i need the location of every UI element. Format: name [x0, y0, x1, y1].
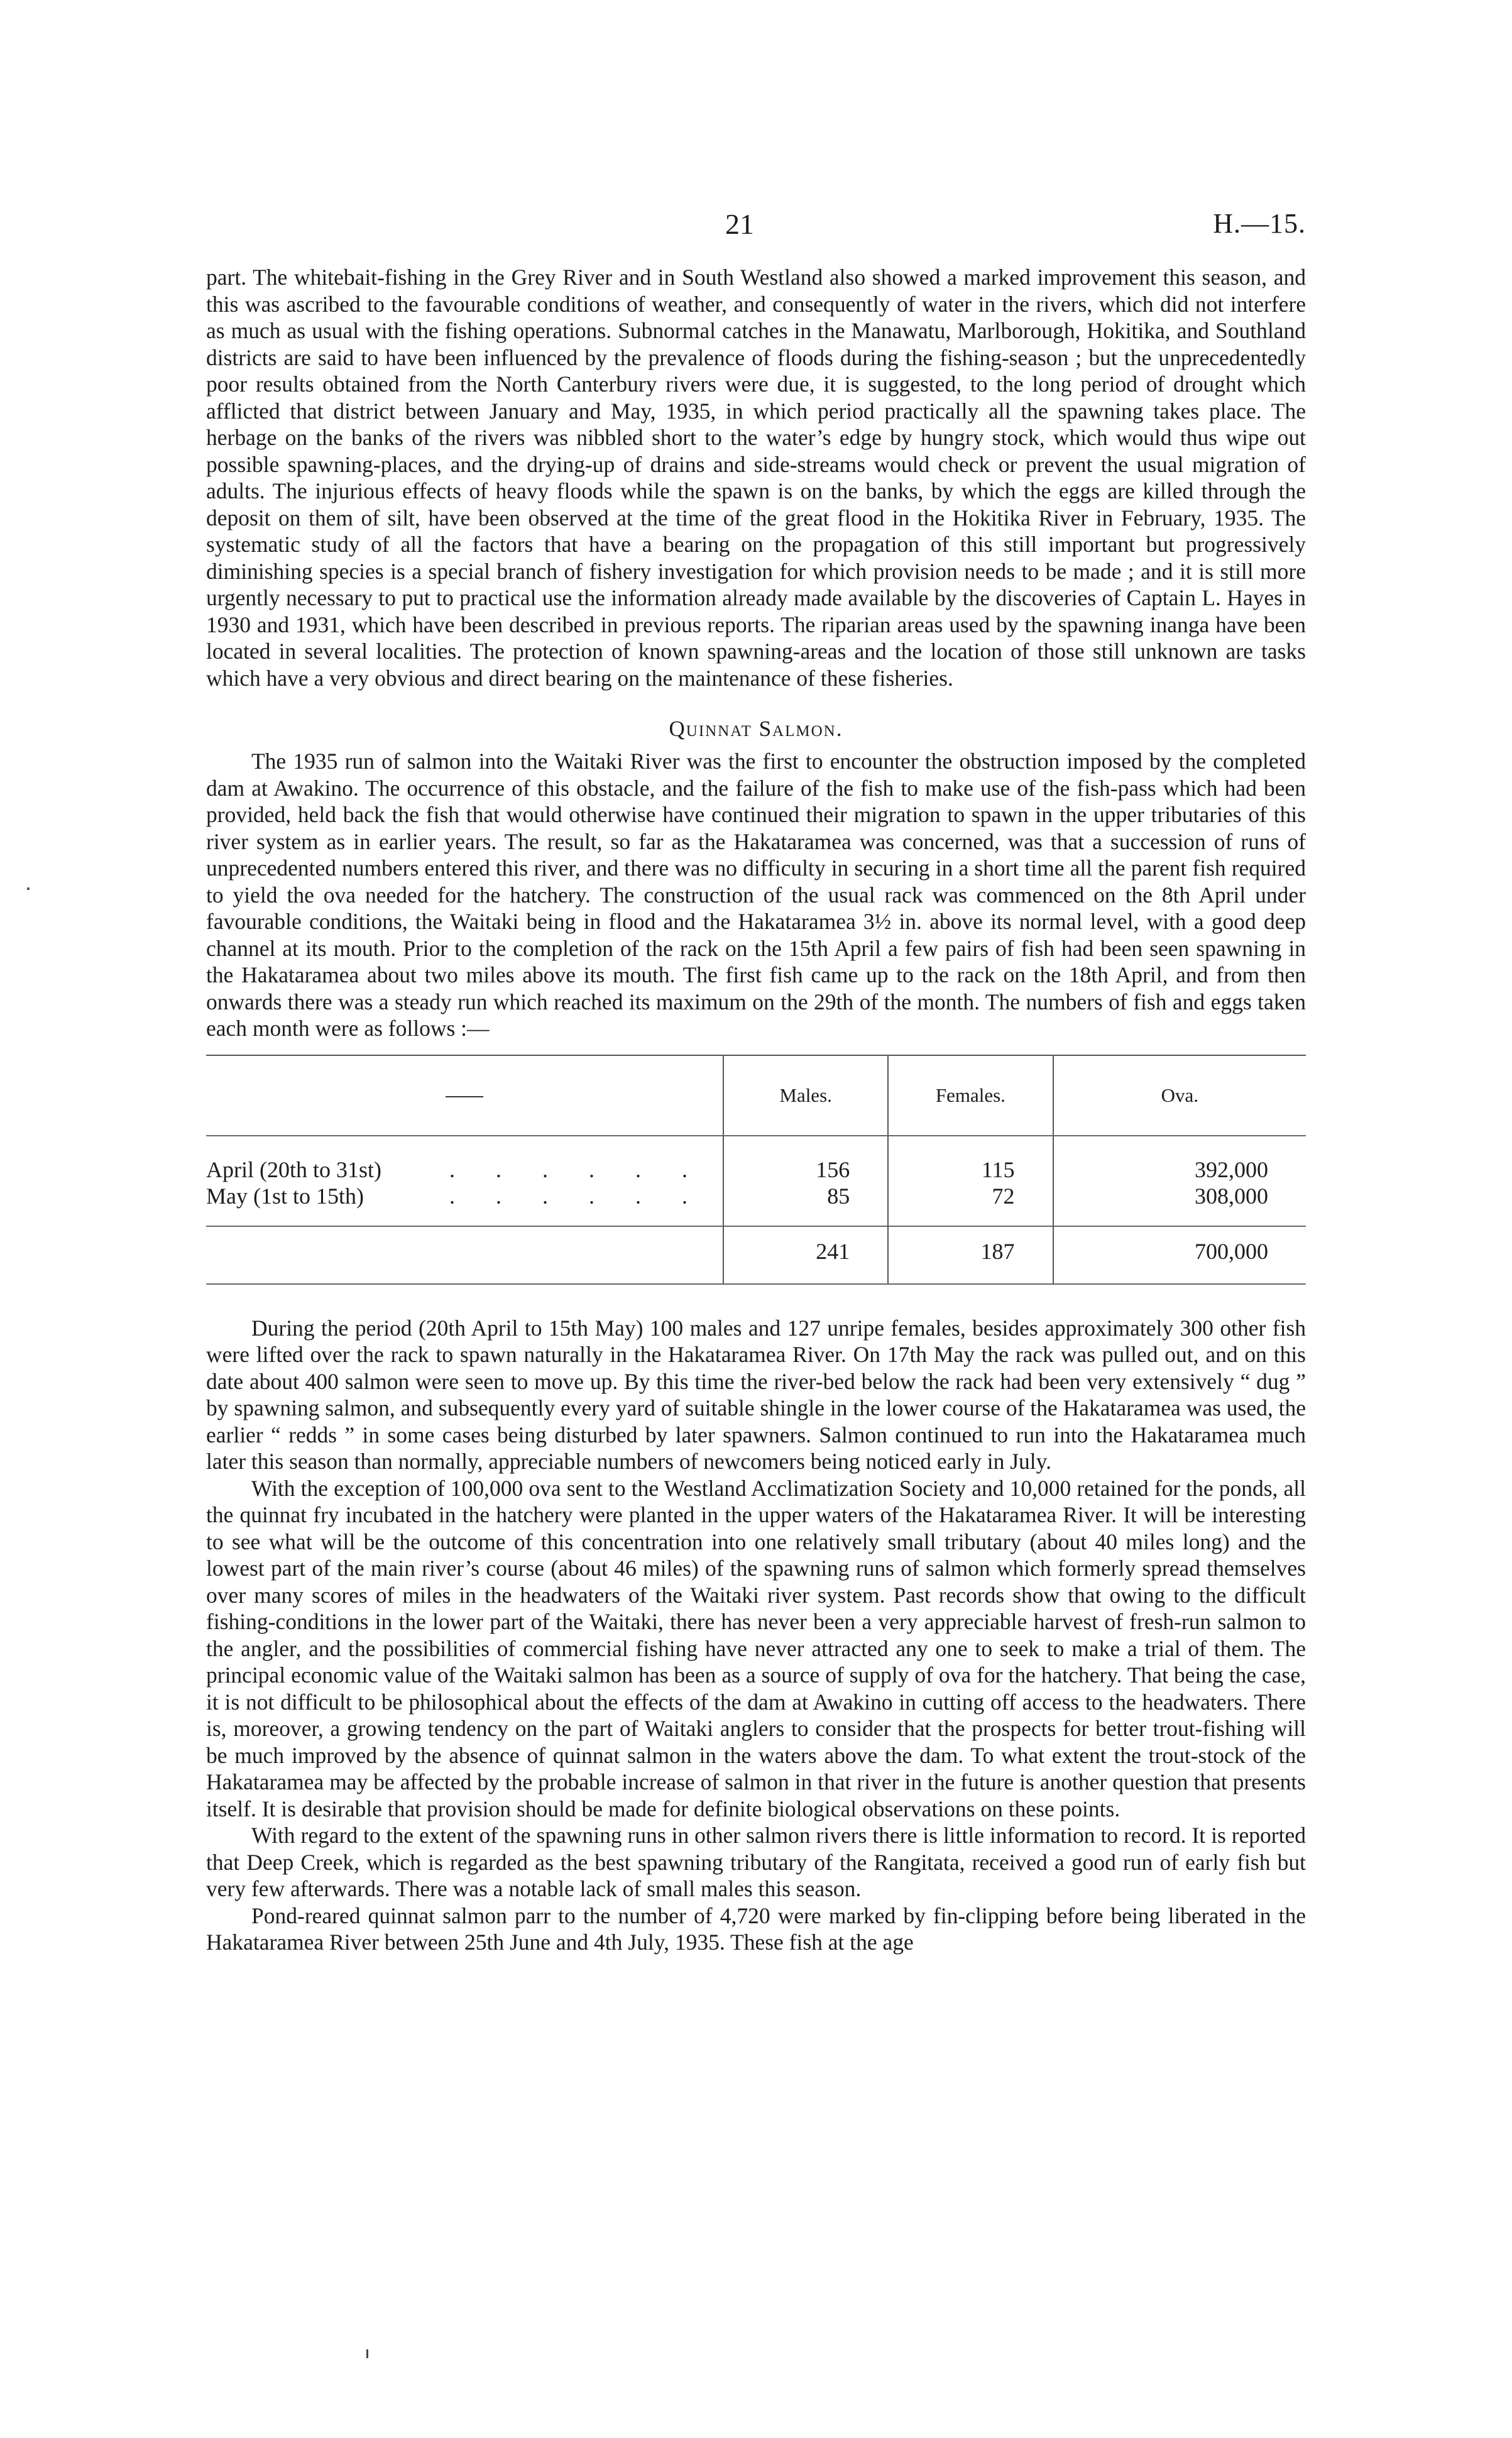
document-reference: H.—15.	[1213, 208, 1306, 239]
total-males: 241	[723, 1226, 888, 1284]
table-header-row	[206, 1055, 1306, 1136]
dot-leader: . . . . . .	[449, 1156, 705, 1182]
salmon-table-wrapper	[206, 1055, 1306, 1285]
paragraph-rack-period: During the period (20th April to 15th May) 100 males and 127 unripe females, besides approximately 300 other fish were lifted over the rack to spawn naturally in the Hakataramea River. On 17th May the rack was pulled out, and on this date about 400 salmon were seen to move up. By this time the river-bed below the rack had been very extensively “ dug ” by spawning salmon, and subsequently every yard of suitable shingle in the lower course of the Hakataramea was used, the earlier “ redds ” in some cases being disturbed by later spawners. Salmon continued to run into the Hakataramea much later this season than normally, appreciable numbers of newcomers being noticed early in July.	[206, 1315, 1306, 1474]
paragraph-marked-parr: Pond-reared quinnat salmon parr to the number of 4,720 were marked by fin-clipping before being liberated in the Hakataramea River between 25th June and 4th July, 1935. These fish at the age	[206, 1903, 1306, 1955]
table-total-row	[206, 1226, 1306, 1284]
females-cell: 72	[888, 1183, 1053, 1226]
salmon-counts-table	[206, 1055, 1306, 1285]
table-row	[206, 1183, 1306, 1226]
paragraph-ova-distribution: With the exception of 100,000 ova sent to the Westland Acclimatization Society and 10,000 retained for the ponds, all the quinnat fry incubated in the hatchery were planted in the upper waters of the Hakataramea River. It will be interesting to see what will be the outcome of this concentration into one relatively small tributary (about 40 miles long) and the lowest part of the main river’s course (about 46 miles) of the spawning runs of salmon which formerly spread themselves over many scores of miles in the headwaters of the Waitaki river system. Past records show that owing to the difficult fishing-conditions in the lower part of the Waitaki, there has never been a very appreciable harvest of fresh-run salmon to the angler, and the possibilities of commercial fishing have never attracted any one to seek to make a trial of them. The principal economic value of the Waitaki salmon has been as a source of supply of ova for the hatchery. That being the case, it is not difficult to be philosophical about the effects of the dam at Awakino in cutting off access to the headwaters. There is, moreover, a growing tendency on the part of Waitaki anglers to consider that the prospects for better trout-fishing will be much improved by the absence of quinnat salmon in the waters above the dam. To what extent the trout-stock of the Hakataramea may be affected by the probable increase of salmon in that river in the future is another question that presents itself. It is desirable that provision should be made for definite biological observations on these points.	[206, 1475, 1306, 1821]
row-label-cell	[206, 1183, 723, 1226]
row-label: May (1st to 15th)	[206, 1183, 364, 1209]
dot-leader: . . . . . .	[449, 1183, 705, 1209]
page-header	[206, 207, 1306, 264]
total-females: 187	[888, 1226, 1053, 1284]
females-cell: 115	[888, 1136, 1053, 1183]
total-ova: 700,000	[1053, 1226, 1306, 1284]
page-number: 21	[725, 208, 754, 240]
document-page	[206, 207, 1306, 1956]
header-blank	[206, 1055, 723, 1136]
ova-cell: 308,000	[1053, 1183, 1306, 1226]
header-ova: Ova.	[1053, 1055, 1306, 1136]
males-cell: 156	[723, 1136, 888, 1183]
ova-cell: 392,000	[1053, 1136, 1306, 1183]
header-females: Females.	[888, 1055, 1053, 1136]
scan-speck	[27, 887, 30, 890]
paragraph-salmon-intro: The 1935 run of salmon into the Waitaki River was the first to encounter the obstruction imposed by the completed dam at Awakino. The occurrence of this obstacle, and the failure of the fish to make use of the fish-pass which had been provided, held back the fish that would otherwise have continued their migration to spawn in the upper tributaries of this river system as in earlier years. The result, so far as the Hakataramea was concerned, was that a succession of runs of unprecedented numbers entered this river, and there was no difficulty in securing in a short time all the parent fish required to yield the ova needed for the hatchery. The construction of the usual rack was commenced on the 8th April under favourable conditions, the Waitaki being in flood and the Hakataramea 3½ in. above its normal level, with a good deep channel at its mouth. Prior to the completion of the rack on the 15th April a few pairs of fish had been seen spawning in the Hakataramea about two miles above its mouth. The first fish came up to the rack on the 18th April, and from then onwards there was a steady run which reached its maximum on the 29th of the month. The numbers of fish and eggs taken each month were as follows :—	[206, 749, 1306, 1041]
header-males: Males.	[723, 1055, 888, 1136]
row-label: April (20th to 31st)	[206, 1156, 381, 1182]
paragraph-whitebait: part. The whitebait-fishing in the Grey River and in South Westland also showed a marked improvement this season, and this was ascribed to the favourable conditions of weather, and consequently of water in the rivers, which did not interfere as much as usual with the fishing operations. Subnormal catches in the Manawatu, Marlborough, Hokitika, and Southland districts are said to have been influenced by the prevalence of floods during the fishing-season ; but the unprecedentedly poor results obtained from the North Canterbury rivers were due, it is suggested, to the long period of drought which afflicted that district between January and May, 1935, in which period practically all the spawning takes place. The herbage on the banks of the rivers was nibbled short to the water’s edge by hungry stock, which would thus wipe out possible spawning-places, and the drying-up of drains and side-streams would check or prevent the usual migration of adults. The injurious effects of heavy floods while the spawn is on the banks, by which the eggs are killed through the deposit on them of silt, have been observed at the time of the great flood in the Hokitika River in February, 1935. The systematic study of all the factors that have a bearing on the propagation of this still important but progressively diminishing species is a special branch of fishery investigation for which provision needs to be made ; and it is still more urgently necessary to put to practical use the information already made available by the discoveries of Captain L. Hayes in 1930 and 1931, which have been described in previous reports. The riparian areas used by the spawning inanga have been located in several localities. The protection of known spawning-areas and the location of those still unknown are tasks which have a very obvious and direct bearing on the maintenance of these fisheries.	[206, 265, 1306, 691]
scan-mark	[366, 2349, 368, 2358]
row-label-cell	[206, 1136, 723, 1183]
table-row	[206, 1136, 1306, 1183]
paragraph-other-rivers: With regard to the extent of the spawning runs in other salmon rivers there is little information to record. It is reported that Deep Creek, which is regarded as the best spawning tributary of the Rangitata, received a good run of early fish but very few afterwards. There was a notable lack of small males this season.	[206, 1823, 1306, 1901]
total-label-cell	[206, 1226, 723, 1284]
section-heading: Quinnat Salmon.	[669, 717, 843, 741]
header-dash	[446, 1096, 483, 1097]
males-cell: 85	[723, 1183, 888, 1226]
